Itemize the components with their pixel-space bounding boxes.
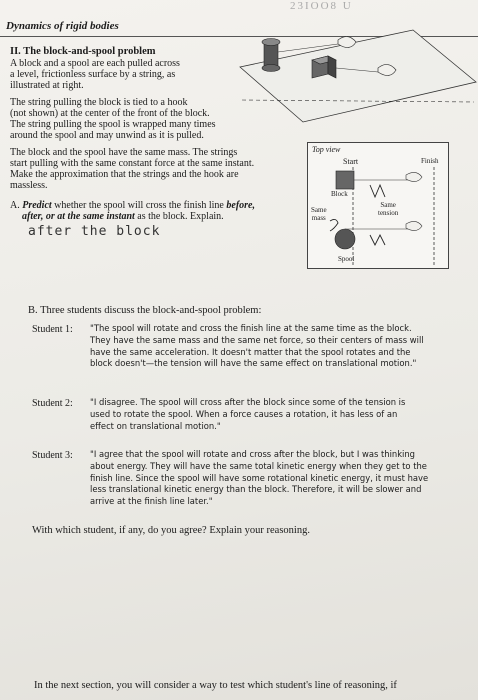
block-label: Block: [331, 190, 348, 198]
intro-line-3: illustrated at right.: [10, 80, 84, 91]
student-2-quote: "I disagree. The spool will cross after the block since some of the tension is used to rotate the spool. When a force causes a rotation, it has less of an effect on translational motion.": [90, 397, 406, 431]
section-heading: II. The block-and-spool problem: [10, 46, 156, 57]
block-3d: [312, 56, 336, 78]
para1-line-1: The string pulling the block is tied to a hook: [10, 97, 188, 108]
next-section-note: In the next section, you will consider a way to test which student's line of reasoning, if: [34, 680, 397, 691]
same-mass-label: Same mass: [311, 206, 327, 222]
para2-line-3: Make the approximation that the strings and the hook are: [10, 169, 239, 180]
part-a-text-2: as the block. Explain.: [134, 211, 224, 222]
para1-line-4: around the spool and may unwind as it is pulled.: [10, 130, 204, 141]
before-word: before,: [226, 200, 255, 211]
top-view-label: Top view: [312, 145, 341, 154]
top-view-diagram: [307, 142, 449, 269]
spool-3d: [262, 39, 280, 72]
part-a-question: [10, 200, 255, 212]
hand-icon: [406, 221, 422, 230]
para2-line-2: start pulling with the same constant force at the same instant.: [10, 158, 255, 169]
after-or-same-instant: after, or at the same instant: [22, 211, 135, 222]
para1-line-2: (not shown) at the center of the front of the block.: [10, 108, 210, 119]
predict-word: Predict: [22, 200, 52, 211]
student-3-quote: "I agree that the spool will rotate and cross after the block, but I was thinking about energy. They will have the same total kinetic energy when they get to the finish line. Since the spool will have some rotational kinetic energy, it must have less translational kinetic energy than the block. Therefore, it will be slower and arrive at the finish line later.": [90, 449, 429, 507]
part-a-letter: A.: [10, 200, 20, 211]
student-2-label: Student 2:: [32, 398, 73, 409]
handwritten-scribble: [370, 235, 385, 245]
handwritten-scribble: [370, 185, 385, 197]
page-header: Dynamics of rigid bodies: [6, 20, 119, 32]
intro-line-2: a level, frictionless surface by a string, as: [10, 69, 176, 80]
spool-label: Spool: [338, 255, 355, 263]
student-3-label: Student 3:: [32, 450, 73, 461]
para1-line-3: The string pulling the spool is wrapped many times: [10, 119, 216, 130]
handwritten-answer: after the block: [28, 224, 161, 239]
para2-line-1: The block and the spool have the same mass. The strings: [10, 147, 238, 158]
spool-circle: [335, 229, 355, 249]
start-label: Start: [343, 157, 359, 166]
perspective-illustration: [238, 22, 478, 127]
hand-icon: [406, 172, 422, 181]
part-b-intro: B. Three students discuss the block-and-spool problem:: [28, 305, 262, 316]
part-a-text-1: whether the spool will cross the finish line: [51, 200, 227, 211]
student-1-quote: "The spool will rotate and cross the finish line at the same time as the block. They have the same mass and the same net force, so their centers of mass will have the same acceleration. It doesn't matter that the spool rotates and the block doesn't—the tension will have the same effect on translational motion.": [90, 323, 424, 369]
part-b-question: With which student, if any, do you agree? Explain your reasoning.: [32, 525, 310, 536]
block-square: [336, 171, 354, 189]
student-1-label: Student 1:: [32, 324, 73, 335]
para2-line-4: massless.: [10, 180, 48, 191]
part-a-question-line-2: [22, 211, 224, 223]
intro-line-1: A block and a spool are each pulled across: [10, 58, 180, 69]
finish-label: Finish: [421, 157, 439, 165]
same-tension-label: Same tension: [378, 201, 399, 217]
bleed-through-text: 23IOO8 U: [290, 0, 353, 12]
handwritten-scribble: [330, 219, 338, 231]
